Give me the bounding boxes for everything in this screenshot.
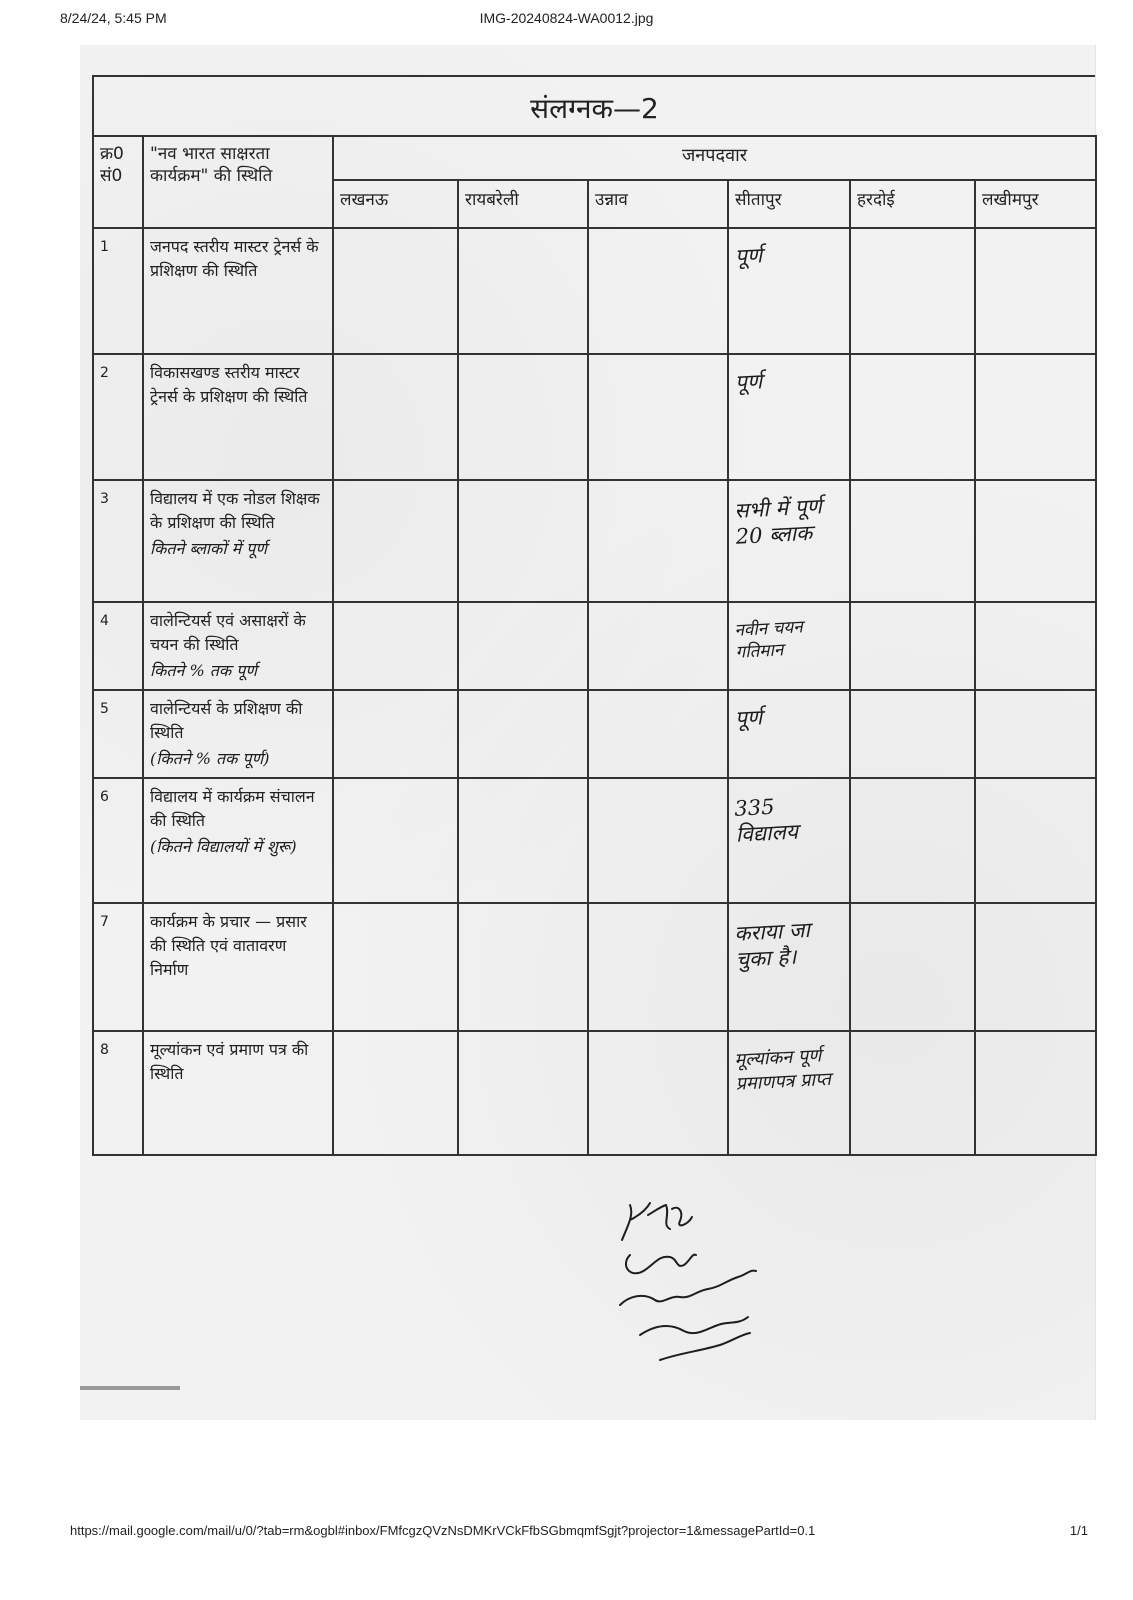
cell-unnao xyxy=(588,354,728,480)
handwritten-entry: कराया जा चुका है। xyxy=(733,917,811,972)
row-item-text: विद्यालय में एक नोडल शिक्षक के प्रशिक्षण की स्थिति xyxy=(150,489,320,532)
cell-lakhimpur xyxy=(975,602,1096,690)
row-serial: 7 xyxy=(93,903,143,1031)
cell-raebareli xyxy=(458,903,588,1031)
cell-lakhimpur xyxy=(975,903,1096,1031)
table-row xyxy=(93,778,1096,903)
cell-lakhimpur xyxy=(975,778,1096,903)
print-datetime: 8/24/24, 5:45 PM xyxy=(60,10,167,26)
row-item xyxy=(143,903,333,1031)
cell-lakhimpur xyxy=(975,480,1096,602)
header-district-group: जनपदवार xyxy=(333,136,1096,180)
cell-raebareli xyxy=(458,228,588,354)
status-table xyxy=(92,135,1097,1156)
row-serial: 3 xyxy=(93,480,143,602)
table-row xyxy=(93,690,1096,778)
row-item-text: कार्यक्रम के प्रचार — प्रसार की स्थिति एवं वातावरण निर्माण xyxy=(150,912,307,979)
handwritten-note: कितने ब्लाकों में पूर्ण xyxy=(150,539,267,558)
row-item-text: विकासखण्ड स्तरीय मास्टर ट्रेनर्स के प्रशिक्षण की स्थिति xyxy=(150,363,308,406)
annexure-form xyxy=(92,75,1095,1210)
row-item xyxy=(143,354,333,480)
row-item xyxy=(143,602,333,690)
row-item-text: वालेन्टियर्स एवं असाक्षरों के चयन की स्थिति xyxy=(150,611,306,654)
row-item-text: वालेन्टियर्स के प्रशिक्षण की स्थिति xyxy=(150,699,303,742)
cell-lucknow xyxy=(333,778,458,903)
header-hardoi: हरदोई xyxy=(850,180,975,228)
table-row xyxy=(93,602,1096,690)
cell-hardoi xyxy=(850,1031,975,1155)
cell-raebareli xyxy=(458,354,588,480)
cell-lucknow xyxy=(333,690,458,778)
print-header xyxy=(0,10,1133,30)
table-row xyxy=(93,480,1096,602)
handwritten-entry: नवीन चयन गतिमान xyxy=(733,617,804,663)
header-status: "नव भारत साक्षरता कार्यक्रम" की स्थिति xyxy=(143,136,333,228)
cell-lucknow xyxy=(333,354,458,480)
cell-hardoi xyxy=(850,602,975,690)
cell-lakhimpur xyxy=(975,690,1096,778)
cell-unnao xyxy=(588,903,728,1031)
cell-sitapur xyxy=(728,602,850,690)
scan-edge-mark xyxy=(80,1386,180,1390)
row-serial: 8 xyxy=(93,1031,143,1155)
row-item xyxy=(143,690,333,778)
table-row xyxy=(93,903,1096,1031)
row-item xyxy=(143,480,333,602)
row-item-text: जनपद स्तरीय मास्टर ट्रेनर्स के प्रशिक्षण की स्थिति xyxy=(150,237,319,280)
header-unnao: उन्नाव xyxy=(588,180,728,228)
header-raebareli: रायबरेली xyxy=(458,180,588,228)
handwritten-signature xyxy=(600,1185,800,1385)
handwritten-note: (कितने % तक पूर्ण) xyxy=(150,749,270,768)
scanned-document xyxy=(80,45,1096,1420)
row-item xyxy=(143,778,333,903)
header-serial: क्र0 सं0 xyxy=(93,136,143,228)
cell-sitapur xyxy=(728,778,850,903)
cell-lakhimpur xyxy=(975,228,1096,354)
cell-hardoi xyxy=(850,903,975,1031)
print-footer-url: https://mail.google.com/mail/u/0/?tab=rm&ogbl#inbox/FMfcgzQVzNsDMKrVCkFfbSGbmqmfSgjt?projector=1&messagePartId=0.1 xyxy=(70,1523,816,1538)
row-serial: 2 xyxy=(93,354,143,480)
cell-hardoi xyxy=(850,480,975,602)
cell-unnao xyxy=(588,228,728,354)
handwritten-entry: 335 विद्यालय xyxy=(733,794,799,847)
cell-hardoi xyxy=(850,354,975,480)
handwritten-entry: पूर्ण xyxy=(734,705,763,731)
row-serial: 1 xyxy=(93,228,143,354)
header-lucknow: लखनऊ xyxy=(333,180,458,228)
print-page-number: 1/1 xyxy=(1069,1523,1088,1538)
cell-hardoi xyxy=(850,690,975,778)
cell-raebareli xyxy=(458,778,588,903)
cell-sitapur xyxy=(728,1031,850,1155)
cell-unnao xyxy=(588,602,728,690)
row-serial: 4 xyxy=(93,602,143,690)
row-serial: 5 xyxy=(93,690,143,778)
annexure-title: संलग्नक—2 xyxy=(92,75,1095,135)
cell-unnao xyxy=(588,1031,728,1155)
cell-hardoi xyxy=(850,228,975,354)
cell-lucknow xyxy=(333,903,458,1031)
cell-unnao xyxy=(588,690,728,778)
row-item-text: मूल्यांकन एवं प्रमाण पत्र की स्थिति xyxy=(150,1040,309,1083)
print-filename: IMG-20240824-WA0012.jpg xyxy=(479,10,654,26)
cell-unnao xyxy=(588,480,728,602)
header-lakhimpur: लखीमपुर xyxy=(975,180,1096,228)
handwritten-entry: पूर्ण xyxy=(734,243,763,269)
handwritten-entry: पूर्ण xyxy=(734,369,763,395)
cell-raebareli xyxy=(458,690,588,778)
cell-unnao xyxy=(588,778,728,903)
cell-raebareli xyxy=(458,1031,588,1155)
cell-sitapur xyxy=(728,690,850,778)
handwritten-entry: मूल्यांकन पूर्ण प्रमाणपत्र प्राप्त xyxy=(733,1045,832,1095)
cell-lucknow xyxy=(333,228,458,354)
row-serial: 6 xyxy=(93,778,143,903)
cell-sitapur xyxy=(728,480,850,602)
cell-lucknow xyxy=(333,480,458,602)
table-row xyxy=(93,228,1096,354)
cell-sitapur xyxy=(728,903,850,1031)
cell-lakhimpur xyxy=(975,1031,1096,1155)
row-item-text: विद्यालय में कार्यक्रम संचालन की स्थिति xyxy=(150,787,315,830)
cell-hardoi xyxy=(850,778,975,903)
row-item xyxy=(143,1031,333,1155)
cell-raebareli xyxy=(458,480,588,602)
cell-lucknow xyxy=(333,602,458,690)
cell-lakhimpur xyxy=(975,354,1096,480)
table-row xyxy=(93,354,1096,480)
table-row xyxy=(93,1031,1096,1155)
handwritten-note: कितने % तक पूर्ण xyxy=(150,661,257,680)
header-sitapur: सीतापुर xyxy=(728,180,850,228)
handwritten-entry: सभी में पूर्ण 20 ब्लाक xyxy=(733,494,823,549)
cell-sitapur xyxy=(728,228,850,354)
cell-raebareli xyxy=(458,602,588,690)
row-item xyxy=(143,228,333,354)
handwritten-note: (कितने विद्यालयों में शुरू) xyxy=(150,837,297,856)
cell-lucknow xyxy=(333,1031,458,1155)
cell-sitapur xyxy=(728,354,850,480)
